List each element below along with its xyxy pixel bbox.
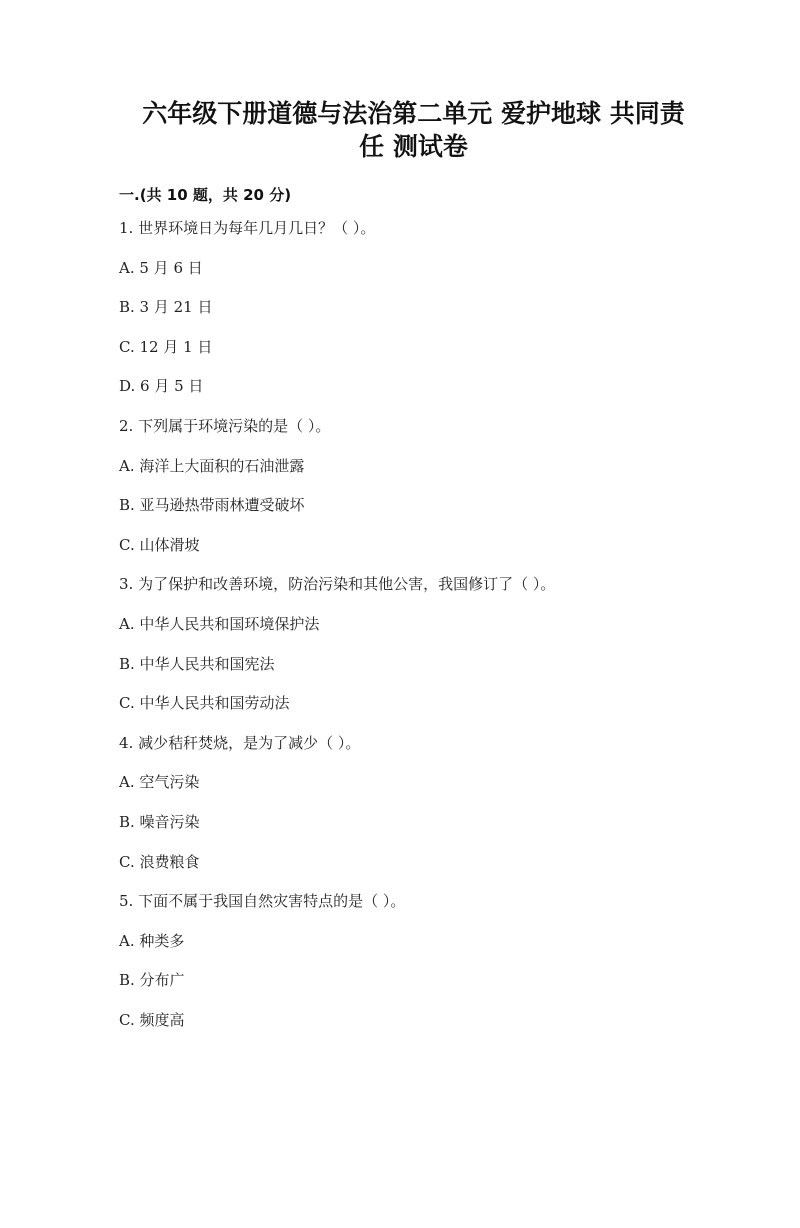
question-4-option-b: B. 噪音污染 — [119, 812, 200, 831]
question-2-option-c: C. 山体滑坡 — [119, 535, 200, 554]
question-3-option-a: A. 中华人民共和国环境保护法 — [119, 614, 320, 633]
page-title — [119, 97, 720, 163]
question-4-option-c: C. 浪费粮食 — [119, 852, 200, 871]
question-3-option-c: C. 中华人民共和国劳动法 — [119, 694, 290, 713]
question-3-stem: 3. 为了保护和改善环境，防治污染和其他公害，我国修订了（ ）。 — [119, 575, 556, 594]
question-1-option-c: C. 12 月 1 日 — [119, 337, 213, 356]
question-2-option-b: B. 亚马逊热带雨林遭受破坏 — [119, 496, 305, 515]
question-1-stem: 1. 世界环境日为每年几月几日？（ ）。 — [119, 219, 376, 237]
question-4-stem: 4. 减少秸秆焚烧，是为了减少（ ）。 — [119, 733, 361, 752]
question-5-stem: 5. 下面不属于我国自然灾害特点的是（ ）。 — [119, 892, 406, 911]
title-line-2: 任 测试卷 — [359, 132, 468, 161]
title-line-1: 六年级下册道德与法治第二单元 爱护地球 共同责 — [142, 99, 685, 128]
question-5-option-c: C. 频度高 — [119, 1010, 185, 1029]
question-3-option-b: B. 中华人民共和国宪法 — [119, 654, 275, 673]
question-list — [119, 218, 720, 1049]
question-5-option-a: A. 种类多 — [119, 931, 185, 950]
exam-page — [0, 97, 800, 1228]
question-2-option-a: A. 海洋上大面积的石油泄露 — [119, 456, 305, 475]
question-1-option-d: D. 6 月 5 日 — [119, 377, 204, 396]
question-1-option-b: B. 3 月 21 日 — [119, 298, 213, 317]
question-1-option-a: A. 5 月 6 日 — [119, 258, 203, 277]
section-heading: 一.(共 10 题，共 20 分) — [119, 186, 292, 204]
question-5-option-b: B. 分布广 — [119, 971, 185, 990]
question-4-option-a: A. 空气污染 — [119, 773, 200, 792]
question-2-stem: 2. 下列属于环境污染的是（ ）。 — [119, 416, 331, 435]
